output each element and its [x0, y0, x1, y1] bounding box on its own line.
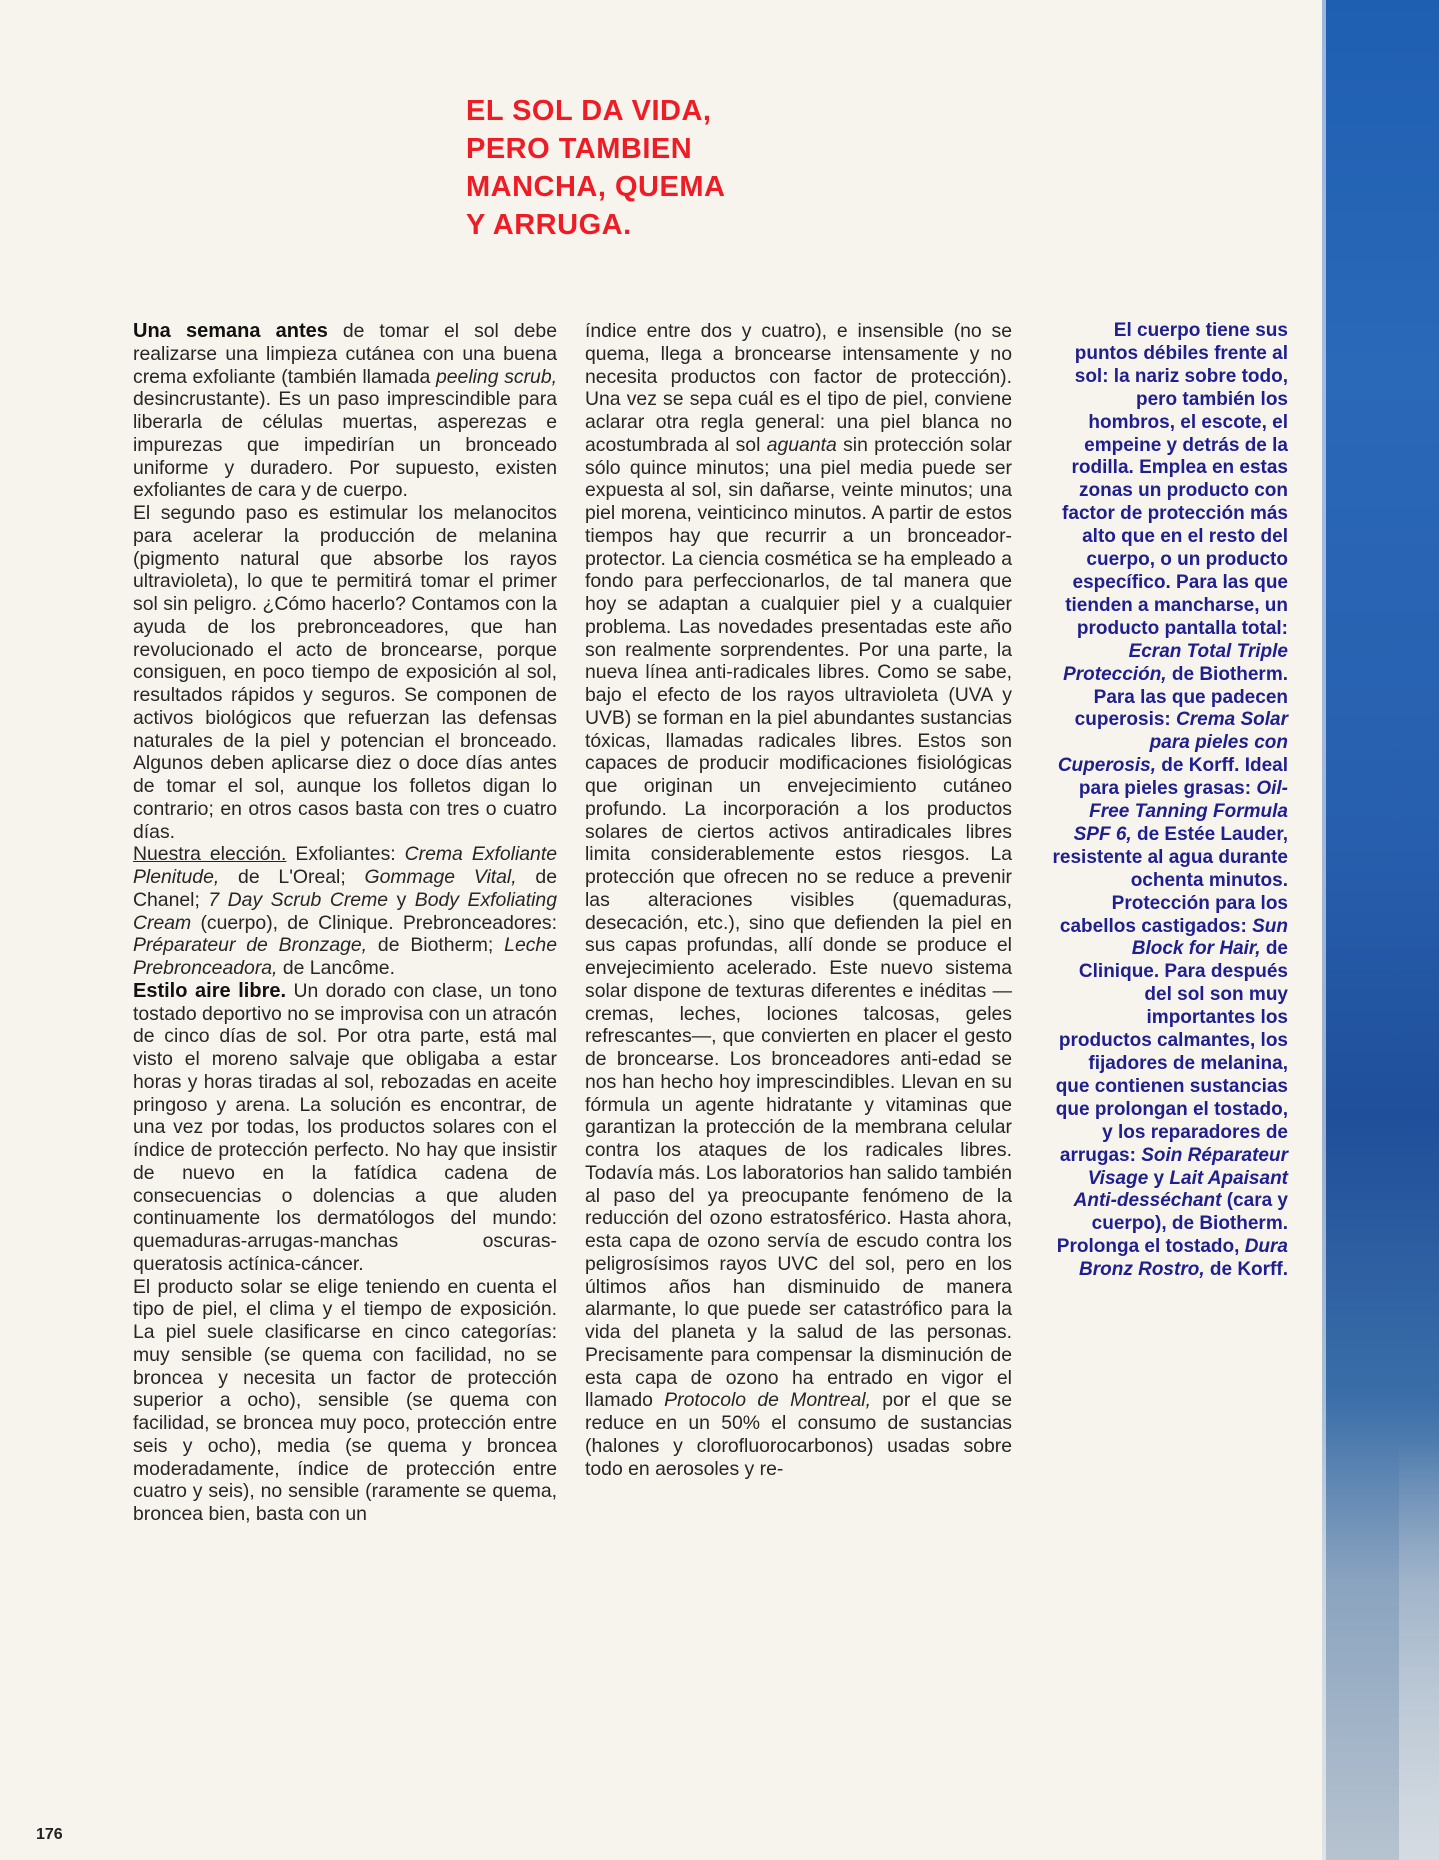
photo-strip — [1322, 0, 1439, 1860]
page-number: 176 — [36, 1826, 63, 1843]
photo-shade — [1399, 1440, 1439, 1860]
lead-in-nuestra-eleccion: Nuestra elección. — [133, 843, 287, 866]
lead-in-una-semana: Una semana antes — [133, 320, 328, 342]
article-column-2 — [585, 320, 1012, 1480]
paragraph-nuestra-eleccion: Nuestra elección. Exfoliantes: Crema Exfoliante Plenitude, de L'Oreal; Gommage Vital, de Chanel; 7 Day Scrub Creme y Body Exfoliating Cream (cuerpo), de Clinique. Prebronceadores: Préparateur de Bronzage, de Biotherm; Leche Prebronceadora, de Lancôme. — [133, 843, 557, 979]
paragraph-intro: Una semana antes de tomar el sol debe realizarse una limpieza cutánea con una buena crema exfoliante (también llamada peeling scrub, desincrustante). Es un paso imprescindible para liberarla de células muertas, asperezas e impurezas que impedirían un bronceado uniforme y duradero. Por supuesto, existen exfoliantes de cara y de cuerpo. — [133, 320, 557, 502]
lead-in-estilo-aire-libre: Estilo aire libre. — [133, 979, 287, 1002]
headline-line-2: PERO TAMBIEN — [466, 133, 693, 165]
paragraph-column-2: índice entre dos y cuatro), e insensible (no se quema, llega a broncearse intensamente y no necesita productos con factor de protección). Una vez se sepa cuál es el tipo de piel, conviene aclarar otra regla general: una piel blanca no acostumbrada al sol aguanta sin protección solar sólo quince minutos; una piel media puede ser expuesta al sol, sin dañarse, veinte minutos; una piel morena, veinticinco minutos. A partir de estos tiempos hay que recurrir a un bronceador-protector. La ciencia cosmética se ha empleado a fondo para perfeccionarlos, de tal manera que hoy se adaptan a cualquier piel y a cualquier problema. Las novedades presentadas este año son realmente sorprendentes. Por una parte, la nueva línea anti-radicales libres. Como se sabe, bajo el efecto de los rayos ultravioleta (UVA y UVB) se forman en la piel abundantes sustancias tóxicas, llamadas radicales libres. Estos son capaces de producir modificaciones fisiológicas que originan un envejecimiento cutáneo profundo. La incorporación a los productos solares de ciertos activos antiradicales libres limita considerablemente estos riesgos. La protección que ofrecen no se reduce a prevenir las alteraciones visibles (quemaduras, desecación, etc.), sino que defienden la piel en sus capas profundas, allí donde se produce el envejecimiento acelerado. Este nuevo sistema solar dispone de texturas diferentes e inéditas —cremas, leches, lociones talcosas, geles refrescantes—, que convierten en placer el gesto de broncearse. Los bronceadores anti-edad se nos han hecho hoy imprescindibles. Llevan en su fórmula un agente hidratante y vitaminas que garantizan la protección de la membrana celular contra los ataques de los radicales libres. Todavía más. Los laboratorios han salido también al paso del ya preocupante fenómeno de la reducción del ozono estratosférico. Hasta ahora, esta capa de ozono servía de escudo contra los peligrosísimos rayos UVC del sol, pero en los últimos años han disminuido de manera alarmante, lo que puede ser catastrófico para la vida del planeta y la salud de las personas. Precisamente para compensar la disminución de esta capa de ozono ha entrado en vigor el llamado Protocolo de Montreal, por el que se reduce en un 50% el consumo de sustancias (halones y clorofluorocarbonos) usadas sobre todo en aerosoles y re- — [585, 320, 1013, 1480]
article-column-1 — [133, 320, 557, 1526]
headline-line-1: EL SOL DA VIDA, — [466, 95, 712, 127]
sidebar-paragraph: El cuerpo tiene sus puntos débiles frente al sol: la nariz sobre todo, pero también los hombros, el escote, el empeine y detrás de la rodilla. Emplea en estas zonas un producto con factor de protección más alto que en el resto del cuerpo, o un producto específico. Para las que tienden a mancharse, un producto pantalla total: Ecran Total Triple Protección, de Biotherm. Para las que padecen cuperosis: Crema Solar para pieles con Cuperosis, de Korff. Ideal para pieles grasas: Oil-Free Tanning Formula SPF 6, de Estée Lauder, resistente al agua durante ochenta minutos. Protección para los cabellos castigados: Sun Block for Hair, de Clinique. Para después del sol son muy importantes los productos calmantes, los fijadores de melanina, que contienen sustancias que prolongan el tostado, y los reparadores de arrugas: Soin Réparateur Visage y Lait Apaisant Anti-desséchant (cara y cuerpo), de Biotherm. Prolonga el tostado, Dura Bronz Rostro, de Korff. — [1052, 320, 1288, 1281]
headline-line-4: Y ARRUGA. — [466, 209, 632, 241]
paragraph-estilo-aire-libre: Estilo aire libre. Un dorado con clase, un tono tostado deportivo no se improvisa con un atracón de cinco días de sol. Por otra parte, está mal visto el moreno salvaje que obligaba a estar horas y horas tiradas al sol, rebozadas en aceite pringoso y arena. La solución es encontrar, de una vez por todas, los productos solares con el índice de protección perfecto. No hay que insistir de nuevo en la fatídica cadena de consecuencias o dolencias a que aluden continuamente los dermatólogos del mundo: quemaduras-arrugas-manchas oscuras-queratosis actínica-cáncer. — [133, 979, 557, 1275]
headline — [466, 92, 796, 244]
paragraph-producto-solar: El producto solar se elige teniendo en cuenta el tipo de piel, el clima y el tiempo de exposición. La piel suele clasificarse en cinco categorías: muy sensible (se quema con facilidad, no se broncea y necesita un factor de protección superior a ocho), sensible (se quema con facilidad, se broncea muy poco, protección entre seis y ocho), media (se quema y broncea moderadamente, índice de protección entre cuatro y seis), no sensible (raramente se quema, broncea bien, basta con un — [133, 1275, 557, 1525]
headline-line-3: MANCHA, QUEMA — [466, 171, 726, 203]
paragraph-melanocitos: El segundo paso es estimular los melanocitos para acelerar la producción de melanina (pigmento natural que absorbe los rayos ultravioleta), lo que te permitirá tomar el primer sol sin peligro. ¿Cómo hacerlo? Contamos con la ayuda de los prebronceadores, que han revolucionado el acto de broncearse, porque consiguen, en poco tiempo de exposición al sol, resultados rápidos y seguros. Se componen de activos biológicos que refuerzan las defensas naturales de la piel y potencian el bronceado. Algunos deben aplicarse diez o doce días antes de tomar el sol, aunque los folletos digan lo contrario; en otros casos basta con tres o cuatro días. — [133, 502, 557, 843]
sidebar-tips — [1050, 320, 1288, 1282]
